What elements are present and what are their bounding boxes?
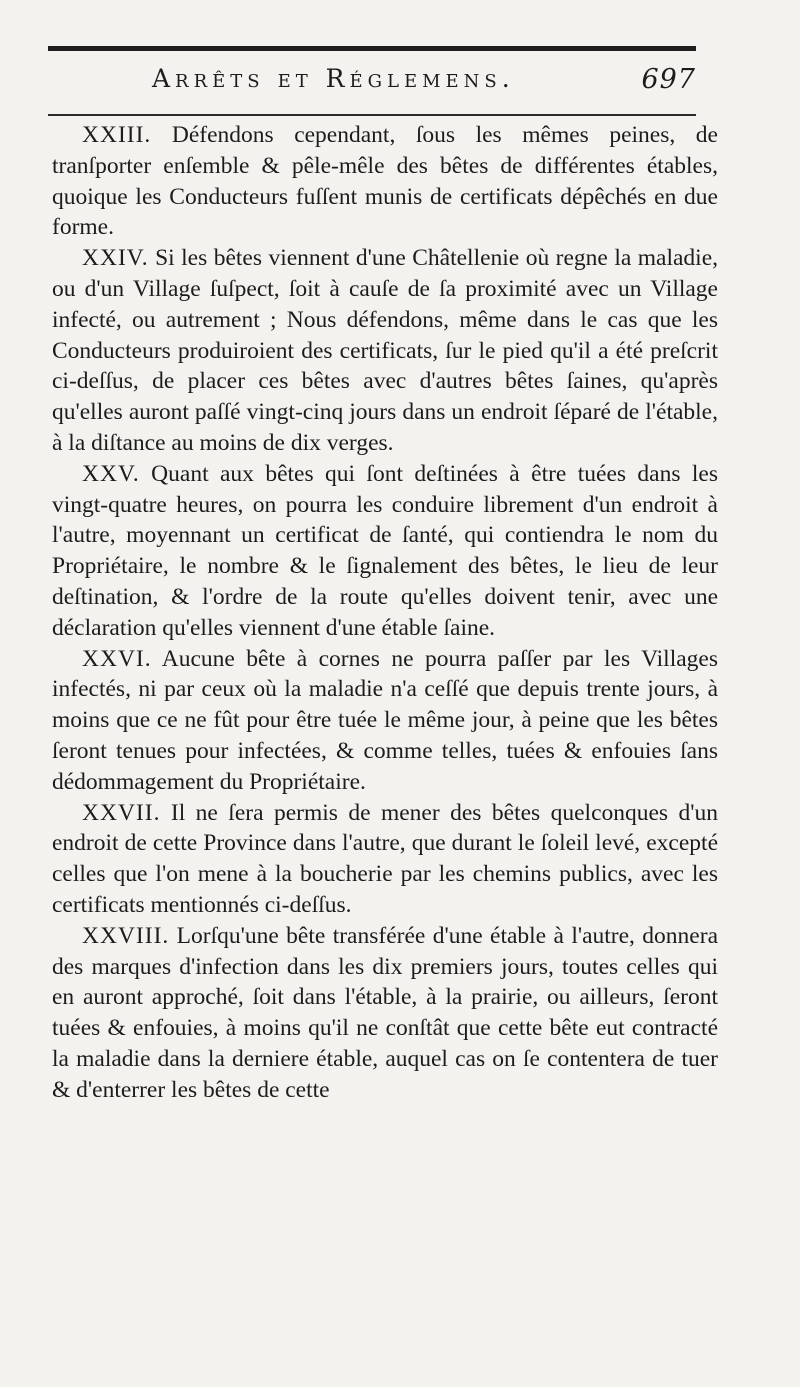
article-number: XXVIII. bbox=[82, 922, 170, 949]
article-number: XXV. bbox=[82, 460, 140, 487]
paragraph-article-24 bbox=[52, 243, 718, 459]
page-header bbox=[48, 54, 696, 110]
article-text: Si les bêtes viennent d'une Châtellenie où regne la maladie, ou d'un Village ſuſpect, ſoit à cauſe de ſa proximité avec un Village infecté, ou autrement ; Nous défendons, même dans le cas que les Conducteurs produiroient des certificats, ſur le pied qu'il a été preſcrit ci-deſſus, de placer ces bêtes avec d'autres bêtes ſaines, qu'après qu'elles auront paſſé vingt-cinq jours dans un endroit ſéparé de l'étable, à la diſtance au moins de dix verges. bbox=[52, 245, 719, 456]
header-rule-bottom bbox=[48, 114, 696, 116]
article-number: XXIII. bbox=[82, 122, 152, 148]
article-text: Quant aux bêtes qui ſont deſtinées à être tuées dans les vingt-quatre heures, on pourra les conduire librement d'un endroit à l'autre, moyennant un certificat de ſanté, qui contiendra le nom du Propriétaire, le nombre & le ſignalement des bêtes, le lieu de leur deſtination, & l'ordre de la route qu'elles doivent tenir, avec une déclaration qu'elles viennent d'une étable ſaine. bbox=[52, 460, 719, 641]
article-text: Défendons cependant, ſous les mêmes peines, de tranſporter enſemble & pêle-mêle des bêtes de différentes étables, quoique les Conducteurs fuſſent munis de certificats dépêchés en due forme. bbox=[52, 122, 718, 241]
paragraph-article-23 bbox=[52, 120, 718, 243]
article-text: Aucune bête à cornes ne pourra paſſer par les Villages infectés, ni par ceux où la maladie n'a ceſſé que depuis trente jours, à moins que ce ne fût pour être tuée le même jour, à peine que les bêtes ſeront tenues pour infectées, & comme telles, tuées & enfouies ſans dédommagement du Propriétaire. bbox=[52, 645, 718, 795]
header-rule-top bbox=[48, 46, 696, 51]
page-number: 697 bbox=[641, 64, 696, 95]
article-number: XXVI. bbox=[82, 645, 152, 672]
article-text: Lorſqu'une bête transférée d'une étable à l'autre, donnera des marques d'infection dans les dix premiers jours, toutes celles qui en auront approché, ſoit dans l'étable, à la prairie, ou ailleurs, ſeront tuées & enfouies, à moins qu'il ne conſtât que cette bête eut contracté la maladie dans la derniere étable, auquel cas on ſe contentera de tuer & d'enterrer les bêtes de cette bbox=[52, 922, 718, 1103]
body-text bbox=[52, 120, 718, 1106]
paragraph-article-26 bbox=[52, 644, 718, 798]
article-text: Il ne ſera permis de mener des bêtes quelconques d'un endroit de cette Province dans l'autre, que durant le ſoleil levé, excepté celles que l'on mene à la boucherie par les chemins publics, avec les certificats mentionnés ci-deſſus. bbox=[52, 799, 718, 918]
paragraph-article-27 bbox=[52, 798, 718, 921]
paragraph-article-28 bbox=[52, 921, 718, 1106]
article-number: XXVII. bbox=[82, 799, 161, 826]
paragraph-article-25 bbox=[52, 459, 718, 644]
running-title: Arrêts et Réglemens. bbox=[152, 64, 515, 93]
article-number: XXIV. bbox=[82, 245, 149, 272]
